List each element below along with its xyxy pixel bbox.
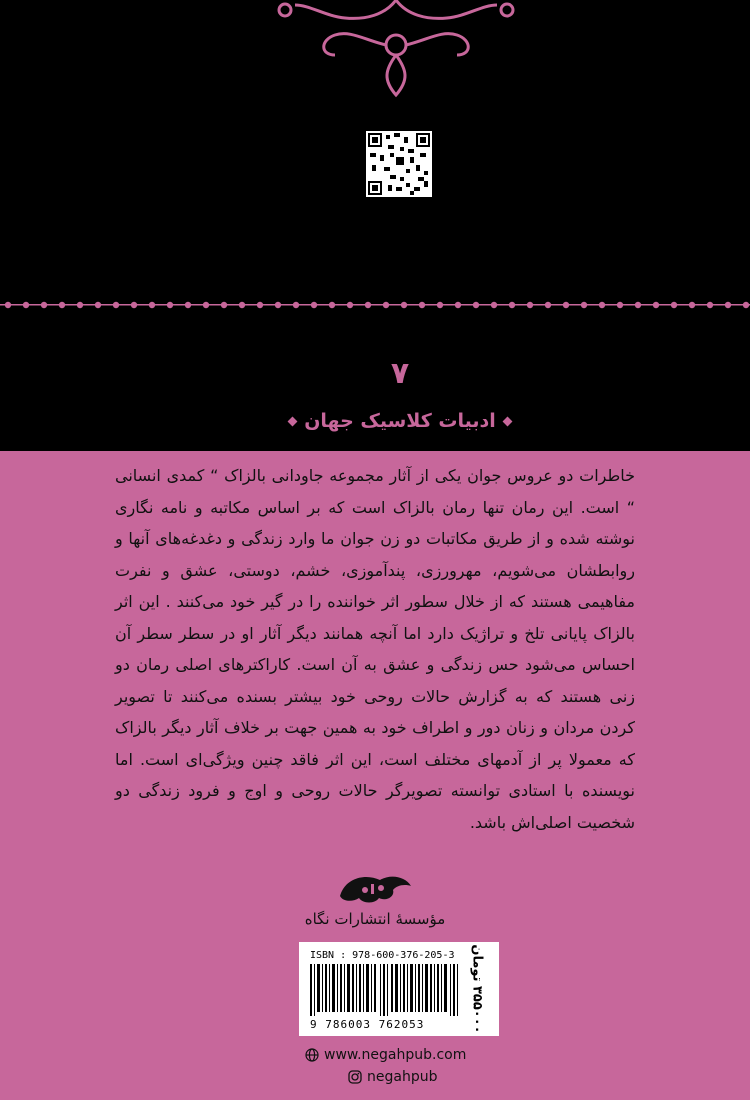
globe-icon bbox=[305, 1048, 319, 1062]
publisher-name: مؤسسهٔ انتشارات نگاه bbox=[304, 910, 446, 928]
dotted-divider bbox=[0, 296, 750, 314]
website-row[interactable] bbox=[305, 1046, 466, 1064]
barcode-icon bbox=[310, 964, 460, 1016]
negah-logo-icon bbox=[335, 868, 415, 908]
price-tag bbox=[462, 944, 492, 1034]
decorative-ornament bbox=[265, 0, 527, 100]
series-title: ادبیات کلاسیک جهان bbox=[304, 410, 496, 432]
qr-code bbox=[366, 131, 432, 197]
series-number: ۷ bbox=[390, 356, 410, 391]
diamond-bullet-icon bbox=[502, 417, 512, 427]
top-black-panel bbox=[0, 0, 750, 451]
isbn-text: ISBN : 978-600-376-205-3 bbox=[310, 950, 455, 961]
barcode-number: 9 786003 762053 bbox=[310, 1018, 425, 1031]
instagram-row[interactable] bbox=[348, 1068, 437, 1086]
diamond-bullet-icon bbox=[288, 417, 298, 427]
website-link[interactable]: www.negahpub.com bbox=[324, 1047, 467, 1063]
book-description: خاطرات دو عروس جوان یکی از آثار مجموعه جاودانی بالزاک “ کمدی انسانی “ است. این رمان تنها رمان بالزاک است که بر اساس مکاتبه و نامه نگاری نوشته شده و از طریق مکاتبات دو زن جوان ما وارد زندگی و دغدغه‌های آنها و روابطشان می‌شویم، مهرورزی، پندآموزی، خشم، دوستی، عشق و نفرت مفاهیمی هستند که از خلال سطور اثر خواننده را در گیر خود می‌کنند . این اثر بالزاک پایانی تلخ و تراژیک دارد اما آنچه همانند دیگر آثار او در سطر سطر آن احساس می‌شود حس زندگی و عشق به آن است. کاراکترهای اصلی رمان دو زنی هستند که به گزارش حالات روحی خود بیشتر بسنده می‌کنند تا تصویر کردن مردان و زنان دور و اطراف خود به همین جهت بر خلاف آثار دیگر بالزاک که معمولا پر از آدمهای مختلف است، این اثر فاقد چنین ویژگی‌ای است. اما نویسنده با استادی توانسته تصویرگر حالات روحی و اوج و فرود زندگی دو شخصیت اصلی‌اش باشد. bbox=[115, 466, 635, 832]
instagram-icon bbox=[348, 1070, 362, 1084]
price-text: ۳۵۵۰۰۰ تومان bbox=[469, 944, 485, 1034]
instagram-handle[interactable]: negahpub bbox=[367, 1069, 438, 1085]
series-title-row bbox=[280, 410, 520, 432]
